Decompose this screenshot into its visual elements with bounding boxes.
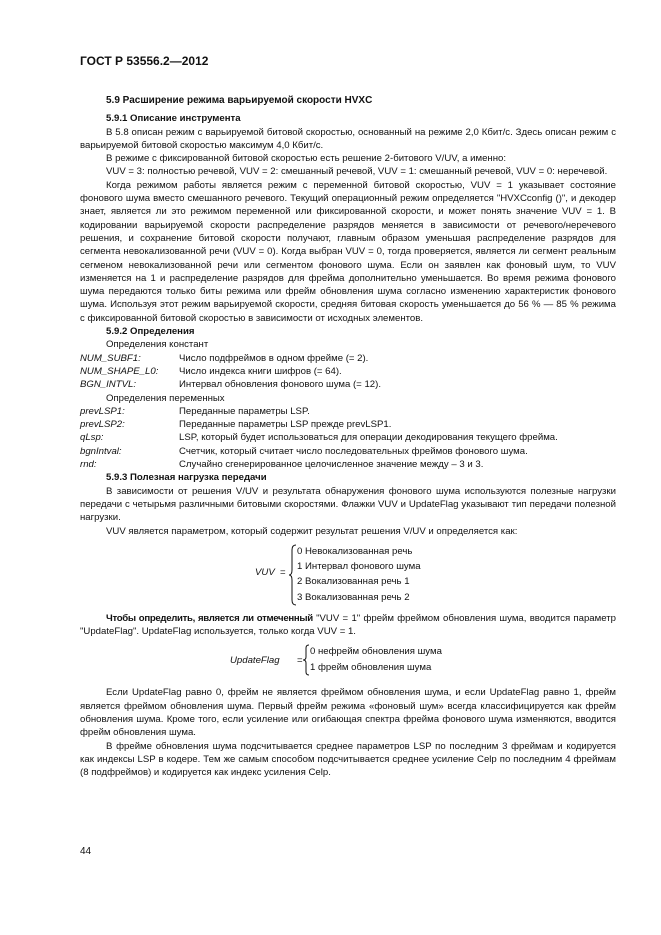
paragraph-rest: "VUV = 1" фрейм фреймом обновления шума, вводится параметр "UpdateFlag". UpdateFlag используется, только когда VUV = 1. — [80, 612, 616, 638]
definition-term: qLsp: — [80, 432, 104, 444]
definition-row — [80, 445, 616, 458]
subsection-title-tool-description: 5.9.1 Описание инструмента — [106, 113, 241, 125]
paragraph: В режиме с фиксированной битовой скоростью есть решение 2-битового V/UV, а именно: — [106, 153, 507, 165]
formula-equals: = — [280, 566, 286, 578]
definition-row — [80, 431, 616, 444]
variables-list — [80, 405, 616, 471]
definition-desc: Случайно сгенерированное целочисленное значение между – 3 и 3. — [179, 459, 484, 471]
definition-desc: Переданные параметры LSP. — [179, 405, 310, 417]
definition-term: prevLSP1: — [80, 405, 125, 417]
definition-row — [80, 352, 616, 365]
definition-term: bgnIntval: — [80, 445, 122, 457]
definition-term: NUM_SUBF1: — [80, 352, 141, 364]
document-body — [80, 94, 616, 779]
subsection-title-definitions: 5.9.2 Определения — [106, 326, 195, 338]
case-row: 1 фрейм обновления шума — [310, 661, 432, 673]
constants-label: Определения констант — [106, 339, 209, 351]
definition-row — [80, 378, 616, 391]
formula-updateflag — [80, 644, 616, 678]
definition-term: BGN_INTVL: — [80, 379, 136, 391]
formula-cases — [310, 644, 442, 675]
constants-list — [80, 352, 616, 392]
paragraph: В фрейме обновления шума подсчитывается среднее параметров LSP по последним 3 фреймам и кодируется как индексы LSP в кодере. Тем же самым способом подсчитывается среднее усиление Celp по последним 4 фреймам (8 подфреймов) и кодируется как индекс усиления Celp. — [80, 740, 616, 779]
case-row: 3 Вокализованная речь 2 — [297, 591, 410, 603]
case-row: 1 Интервал фонового шума — [297, 561, 421, 573]
paragraph: Когда режимом работы является режим с переменной битовой скоростью, VUV = 1 указывает состояние фонового шума вместо смешанного речевого. Текущий операционный режим определяется "HVXCconfig ()", и декодер знает, является ли это режимом переменной или фиксированной скорости, и может понять значение VUV = 1. В кодировании варьируемой скорости распределение разрядов меняется в зависимости от речевого/неречевого решения, и сохранение битовой скорости получают, главным образом уменьшая распределение разрядов для сегмента невокализованной речи (VUV = 0). Когда выбран VUV = 0, тогда проверяется, является ли сегмент реальным сегменом невокализованной речи или сегментом фонового шума. Если он заявлен как фоновый шум, то VUV изменяется на 1 и распределение разрядов для фрейма дополнительно уменьшается. Во время режима фонового шума передаются только биты режима или фрейм обновления шума согласно изменению характеристик фонового шума. Используя этот режим варьируемой скорости, средняя битовая скорость уменьшается до 56 % — 85 % режима с фиксированной битовой скоростью в зависимости от исходных элементов. — [80, 179, 616, 324]
definition-desc: Интервал обновления фонового шума (= 12). — [179, 379, 381, 391]
case-row: 0 Невокализованная речь — [297, 545, 413, 557]
document-header: ГОСТ Р 53556.2—2012 — [80, 54, 209, 68]
formula-cases — [297, 544, 421, 605]
case-row: 0 нефрейм обновления шума — [310, 646, 442, 658]
case-row: 2 Вокализованная речь 1 — [297, 576, 410, 588]
definition-desc: Число индекса книги шифров (= 64). — [179, 365, 342, 377]
section-title: 5.9 Расширение режима варьируемой скорости HVXC — [106, 95, 373, 106]
paragraph: VUV = 3: полностью речевой, VUV = 2: смешанный речевой, VUV = 1: смешанный речевой, VUV = 0: неречевой. — [106, 166, 608, 178]
formula-equals: = — [297, 655, 303, 667]
definition-row — [80, 418, 616, 431]
definition-term: NUM_SHAPE_L0: — [80, 365, 159, 377]
formula-vuv — [80, 544, 616, 606]
paragraph: Если UpdateFlag равно 0, фрейм не является фреймом обновления шума, и если UpdateFlag равно 1, фрейм является фреймом обновления шума. Первый фрейм режима «фоновый шум» всегда классифицируется как фрейм обновления шума. Кроме того, если усиление или огибающая спектра фрейма фонового шума изменяются, вводится фрейм обновления шума. — [80, 687, 616, 739]
paragraph: В 5.8 описан режим с варьируемой битовой скоростью, основанный на режиме 2,0 Кбит/с. Здесь описан режим с варьируемой битовой скоростью максимум 4,0 Кбит/с. — [80, 126, 616, 151]
definition-row — [80, 365, 616, 378]
definition-desc: LSP, который будет использоваться для операции декодирования текущего фрейма. — [179, 432, 558, 444]
paragraph — [80, 612, 616, 639]
definition-desc: Счетчик, который считает число последовательных фреймов фонового шума. — [179, 445, 528, 457]
page-number: 44 — [80, 846, 92, 857]
definition-term: rnd: — [80, 459, 97, 471]
definition-row — [80, 405, 616, 418]
paragraph: В зависимости от решения V/UV и результата обнаружения фонового шума используются полезные нагрузки передачи с четырьмя различными битовыми скоростями. Флажки VUV и UpdateFlag указывают тип передачи полезной нагрузки. — [80, 485, 616, 524]
definition-desc: Число подфреймов в одном фрейме (= 2). — [179, 352, 369, 364]
formula-lhs: VUV — [255, 566, 275, 578]
definition-row — [80, 458, 616, 471]
definition-desc: Переданные параметры LSP прежде prevLSP1. — [179, 419, 392, 431]
formula-lhs: UpdateFlag — [230, 655, 280, 667]
paragraph: VUV является параметром, который содержит результат решения V/UV и определяется как: — [106, 525, 518, 537]
bold-text: Чтобы определить, является ли отмеченный — [106, 612, 313, 624]
variables-label: Определения переменных — [106, 392, 225, 404]
definition-term: prevLSP2: — [80, 419, 125, 431]
subsection-title-payload: 5.9.3 Полезная нагрузка передачи — [106, 472, 267, 484]
